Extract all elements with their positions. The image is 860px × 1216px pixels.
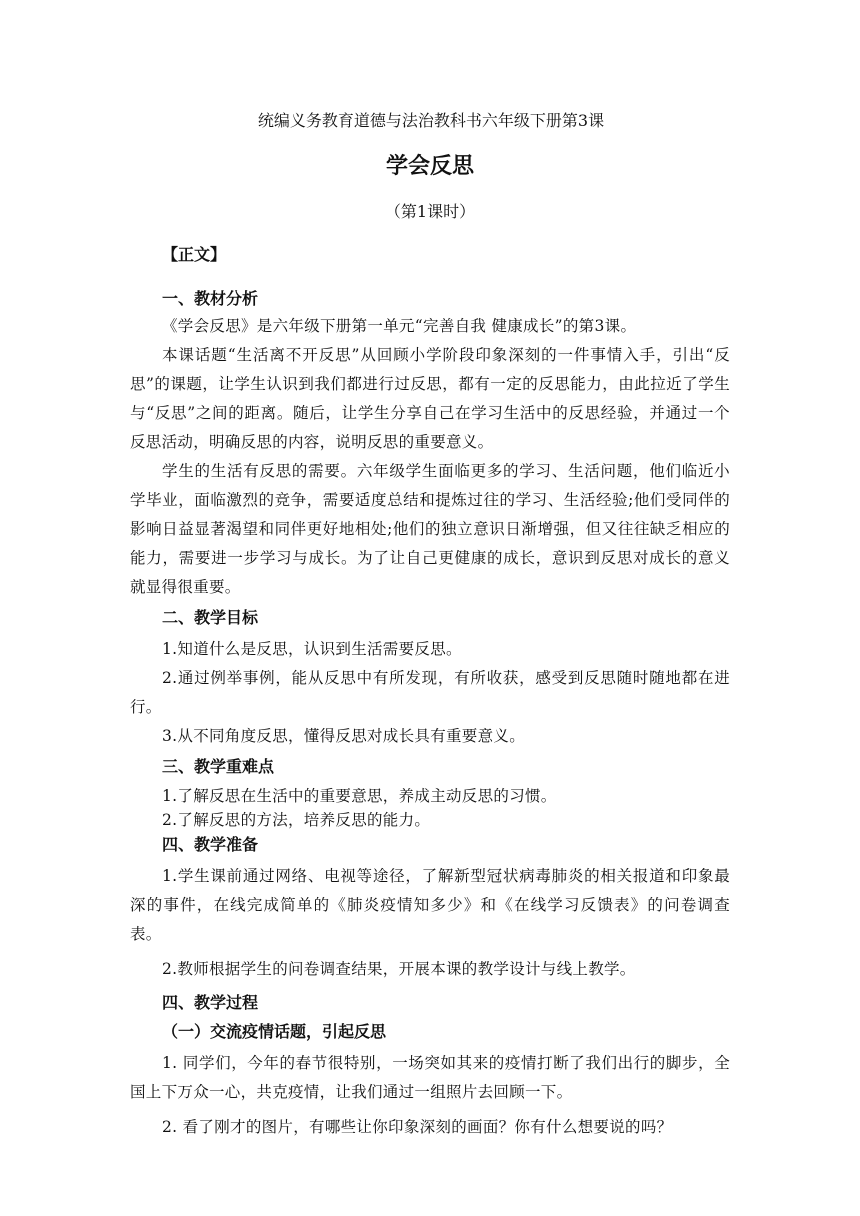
paragraph: 学生的生活有反思的需要。六年级学生面临更多的学习、生活问题，他们临近小学毕业，面临激烈的竞争，需要适度总结和提炼过往的学习、生活经验;他们受同伴的影响日益显著渴望和同伴更好地相处;他们的独立意识日渐增强，但又往往缺乏相应的能力，需要进一步学习与成长。为了让自己更健康的成长，意识到反思对成长的意义就显得很重要。 <box>130 462 730 596</box>
list-item: 2.通过例举事例，能从反思中有所发现，有所收获，感受到反思随时随地都在进行。 <box>130 669 730 716</box>
heading-key-points: 三、教学重难点 <box>162 757 275 776</box>
heading-teaching-process: 四、教学过程 <box>162 993 259 1012</box>
list-item: 1.了解反思在生活中的重要意思，养成主动反思的习惯。 <box>162 787 557 805</box>
list-item: 3.从不同角度反思，懂得反思对成长具有重要意义。 <box>162 727 525 745</box>
heading-textbook-analysis: 一、教材分析 <box>162 289 259 308</box>
heading-teaching-goals: 二、教学目标 <box>162 608 259 627</box>
list-item: 1.知道什么是反思，认识到生活需要反思。 <box>162 640 462 658</box>
list-item: 1. 同学们，今年的春节很特别，一场突如其来的疫情打断了我们出行的脚步，全国上下万众一心，共克疫情，让我们通过一组照片去回顾一下。 <box>130 1054 730 1101</box>
heading-preparation: 四、教学准备 <box>162 835 259 854</box>
paragraph: 本课话题“生活离不开反思”从回顾小学阶段印象深刻的一件事情入手，引出“反思”的课题，让学生认识到我们都进行过反思，都有一定的反思能力，由此拉近了学生与“反思”之间的距离。随后，让学生分享自己在学习生活中的反思经验，并通过一个反思活动，明确反思的内容，说明反思的重要意义。 <box>130 346 730 451</box>
list-item: 2.了解反思的方法，培养反思的能力。 <box>162 811 431 829</box>
list-item: 1.学生课前通过网络、电视等途径，了解新型冠状病毒肺炎的相关报道和印象最深的事件，在线完成简单的《肺炎疫情知多少》和《在线学习反馈表》的问卷调查表。 <box>130 867 730 943</box>
document-subtitle: 统编义务教育道德与法治教科书六年级下册第3课 <box>257 111 605 130</box>
document-title: 学会反思 <box>385 154 474 179</box>
list-item: 2.教师根据学生的问卷调查结果，开展本课的教学设计与线上教学。 <box>162 960 636 978</box>
list-item: 2. 看了刚才的图片，有哪些让你印象深刻的画面？你有什么想要说的吗？ <box>162 1118 673 1136</box>
section-tag: 【正文】 <box>162 245 227 264</box>
lesson-session: （第1课时） <box>384 202 476 221</box>
subheading-discussion: （一）交流疫情话题，引起反思 <box>162 1022 387 1041</box>
document-body <box>130 108 730 1142</box>
paragraph: 《学会反思》是六年级下册第一单元“完善自我 健康成长”的第3课。 <box>162 317 637 335</box>
